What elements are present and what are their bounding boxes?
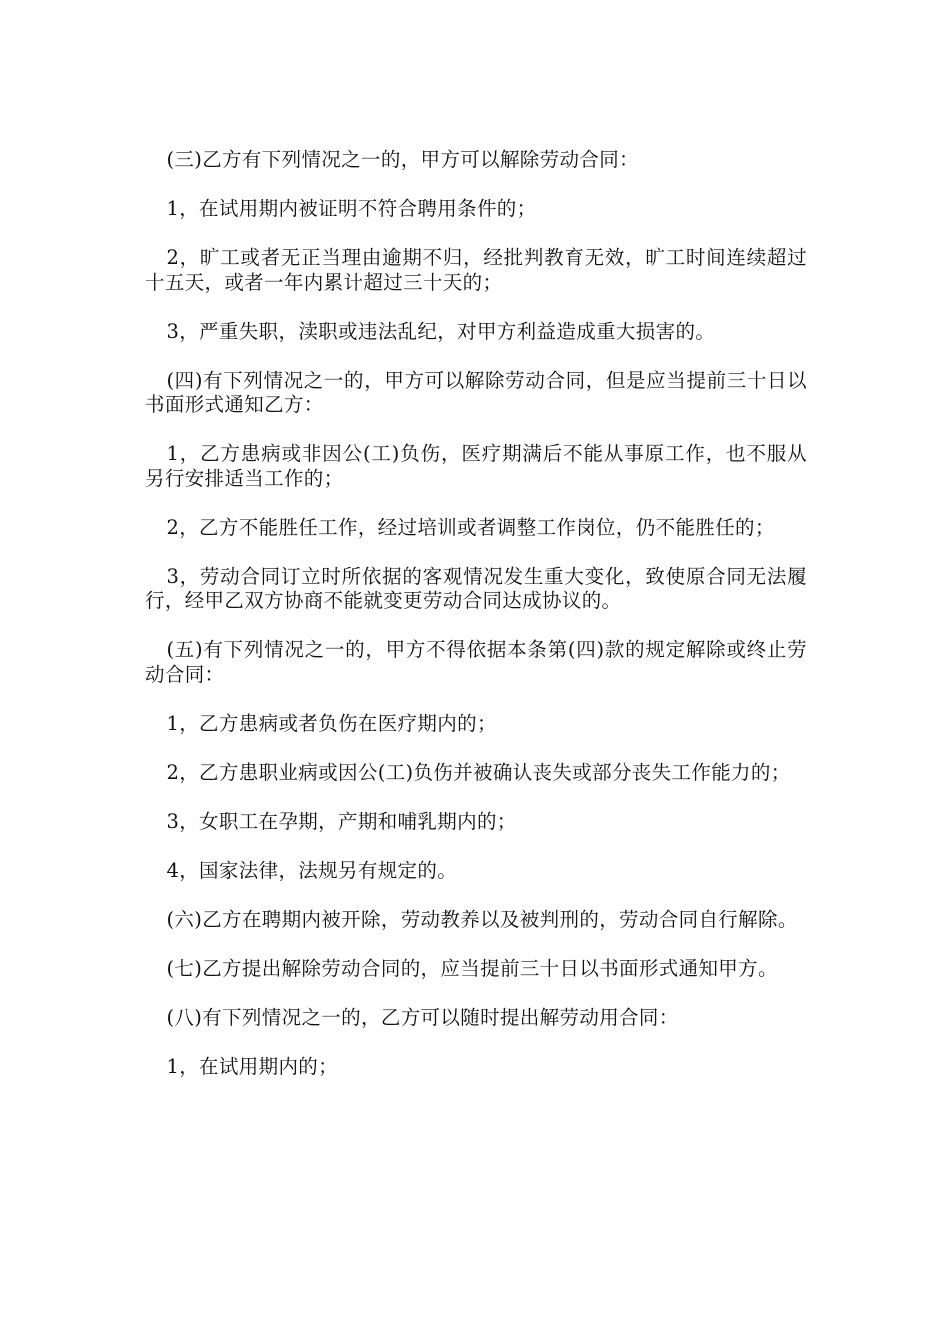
clause-5-item-4: 4，国家法律，法规另有规定的。 [166,858,458,882]
clause-4-item-3: 3，劳动合同订立时所依据的客观情况发生重大变化，致使原合同无法履行，经甲乙双方协商不能就变更劳动合同达成协议的。 [145,564,807,612]
clause-3-item-3: 3，严重失职，渎职或违法乱纪，对甲方利益造成重大损害的。 [166,319,716,343]
clause-5-item-3: 3，女职工在孕期，产期和哺乳期内的； [166,809,517,833]
clause-5-heading: (五)有下列情况之一的，甲方不得依据本条第(四)款的规定解除或终止劳动合同： [145,638,807,686]
clause-6: (六)乙方在聘期内被开除，劳动教养以及被判刑的，劳动合同自行解除。 [166,907,798,931]
clause-4-heading: (四)有下列情况之一的，甲方可以解除劳动合同，但是应当提前三十日以书面形式通知乙方： [145,368,807,416]
clause-5-item-2: 2，乙方患职业病或因公(工)负伤并被确认丧失或部分丧失工作能力的； [166,760,791,784]
clause-3-heading: (三)乙方有下列情况之一的，甲方可以解除劳动合同： [166,148,639,171]
clause-4-item-1: 1，乙方患病或非因公(工)负伤，医疗期满后不能从事原工作，也不服从另行安排适当工作的； [145,442,807,490]
clause-5-item-1: 1，乙方患病或者负伤在医疗期内的； [166,711,497,735]
clause-3-item-2: 2，旷工或者无正当理由逾期不归，经批判教育无效，旷工时间连续超过十五天，或者一年内累计超过三十天的； [145,246,807,294]
clause-8-item-1: 1，在试用期内的； [166,1054,338,1078]
clause-7: (七)乙方提出解除劳动合同的，应当提前三十日以书面形式通知甲方。 [166,956,778,980]
clause-3-item-1: 1，在试用期内被证明不符合聘用条件的； [166,197,537,220]
clause-8-heading: (八)有下列情况之一的，乙方可以随时提出解劳动用合同： [166,1005,679,1029]
clause-4-item-2: 2，乙方不能胜任工作，经过培训或者调整工作岗位，仍不能胜任的； [166,515,775,539]
document-body [145,148,807,1104]
